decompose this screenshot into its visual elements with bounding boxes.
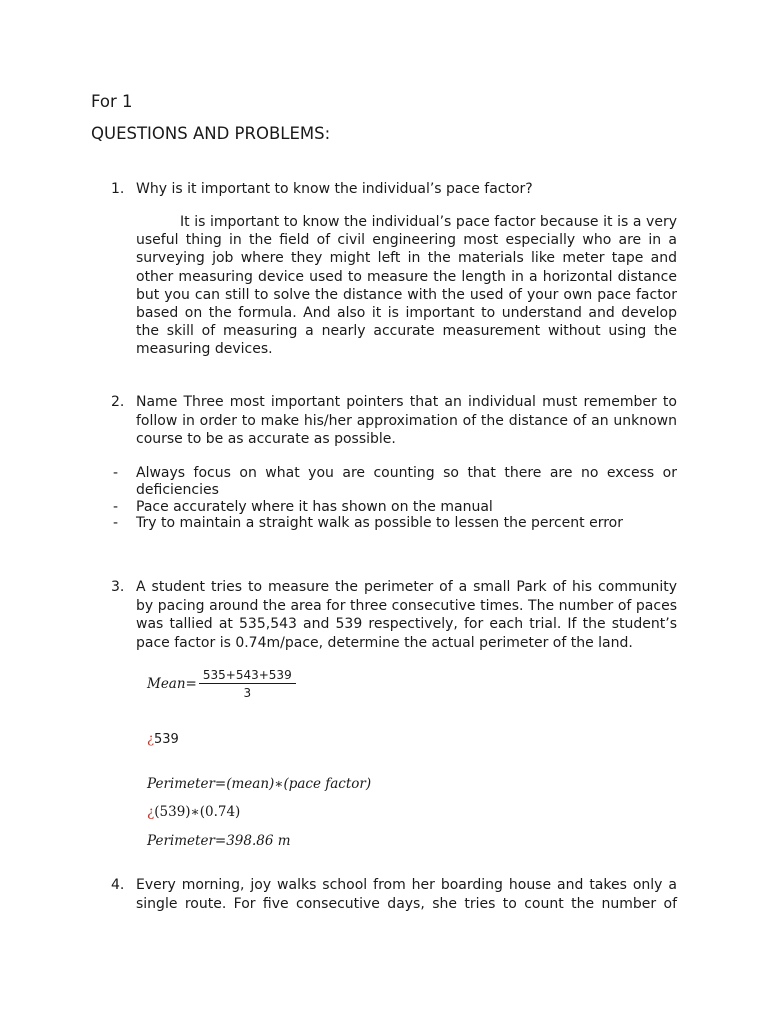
question-4-line-2: single route. For five consecutive days, she tries to count the number of [136, 895, 677, 912]
question-4 [111, 876, 677, 913]
mean-numerator: 535+543+539 [199, 668, 296, 684]
mean-equation [147, 668, 296, 700]
question-2-text: Name Three most important pointers that an individual must remember to follow in order to make his/her approximation of the distance of an unknown course to be as accurate as possible. [136, 394, 677, 448]
question-1 [111, 180, 677, 199]
bullet-text: Pace accurately where it has shown on the manual [136, 498, 493, 515]
answer-2-bullets [113, 465, 677, 532]
mean-label: Mean= [147, 676, 197, 692]
question-1-number: 1. [111, 181, 125, 197]
bullet-dash: - [113, 515, 119, 532]
list-item [113, 465, 677, 499]
question-1-text: Why is it important to know the individual’s pace factor? [136, 181, 533, 197]
bullet-text: Always focus on what you are counting so that there are no excess or deficiencies [136, 465, 677, 498]
question-4-line-1: Every morning, joy walks school from her boarding house and takes only a [136, 877, 677, 893]
mean-result [147, 732, 179, 747]
heading-questions: QUESTIONS AND PROBLEMS: [91, 124, 331, 143]
perimeter-substitution [147, 804, 240, 820]
heading-for: For 1 [91, 92, 133, 111]
mean-denominator: 3 [243, 686, 252, 700]
mean-fraction [199, 668, 296, 700]
perimeter-result: Perimeter=398.86 m [147, 833, 291, 849]
perimeter-formula: Perimeter=(mean)∗(pace factor) [147, 776, 372, 792]
question-3 [111, 578, 677, 652]
question-2 [111, 393, 677, 449]
bullet-dash: - [113, 465, 119, 481]
question-3-number: 3. [111, 579, 125, 595]
question-4-number: 4. [111, 877, 125, 893]
perimeter-sub-value: (539)∗(0.74) [154, 804, 241, 820]
broken-glyph: ¿ [147, 732, 154, 747]
broken-glyph: ¿ [147, 804, 155, 820]
list-item [113, 515, 677, 532]
question-2-number: 2. [111, 394, 125, 410]
list-item [113, 499, 677, 516]
bullet-dash: - [113, 498, 119, 515]
mean-result-value: 539 [153, 732, 179, 747]
answer-1-paragraph: It is important to know the individual’s pace factor because it is a very useful thing in the field of civil engineering most especially who are in a surveying job where they might left in the materials like meter tape and other measuring device used to measure the length in a horizontal distance but you can still to solve the distance with the used of your own pace factor based on the formula. And also it is important to understand and develop the skill of measuring a nearly accurate measurement without using the measuring devices. [136, 214, 677, 358]
bullet-text: Try to maintain a straight walk as possible to lessen the percent error [136, 515, 623, 532]
question-3-text: A student tries to measure the perimeter of a small Park of his community by pacing around the area for three consecutive times. The number of paces was tallied at 535,543 and 539 respectively, for each trial. If the student’s pace factor is 0.74m/pace, determine the actual perimeter of the land. [136, 579, 677, 651]
